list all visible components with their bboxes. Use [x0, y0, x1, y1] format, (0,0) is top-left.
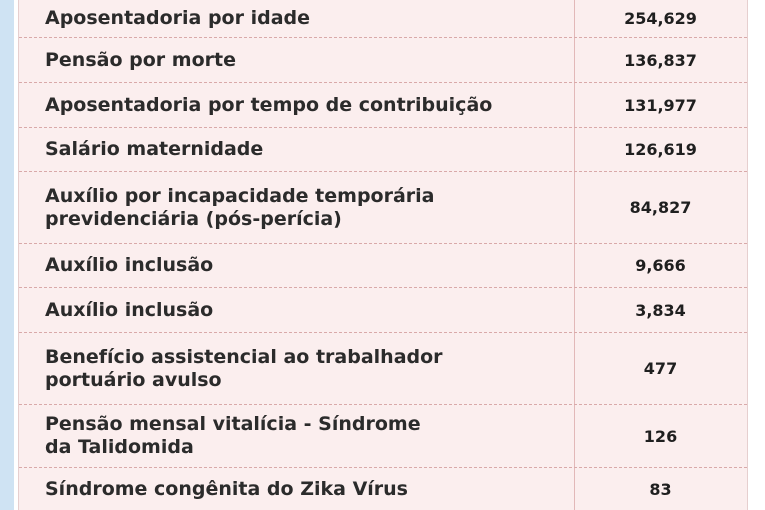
table-row [19, 333, 747, 405]
left-border-strip [0, 0, 14, 510]
benefit-value: 131,977 [624, 95, 697, 115]
table-row [19, 288, 747, 333]
table-row [19, 0, 747, 38]
benefit-label: Benefício assistencial ao trabalhador portuário avulso [45, 345, 443, 391]
benefit-label: Salário maternidade [45, 138, 264, 160]
benefit-value: 83 [649, 479, 672, 499]
table-row [19, 83, 747, 128]
benefit-value: 126 [643, 426, 678, 446]
benefit-value: 136,837 [624, 50, 697, 70]
table-row [19, 244, 747, 288]
table-row [19, 468, 747, 510]
benefit-label: Auxílio inclusão [45, 298, 214, 321]
benefit-label: Aposentadoria por tempo de contribuição [45, 93, 493, 116]
benefit-label: Aposentadoria por idade [45, 7, 311, 29]
benefit-value: 84,827 [629, 198, 692, 217]
benefit-label: Pensão mensal vitalícia - Síndrome da Talidomida [45, 413, 421, 458]
table-row [19, 172, 747, 244]
benefit-label: Auxílio por incapacidade temporária previdenciária (pós-perícia) [45, 184, 435, 230]
benefits-table [18, 0, 748, 510]
benefit-value: 9,666 [635, 256, 686, 275]
benefit-value: 477 [643, 359, 678, 378]
benefit-label: Auxílio inclusão [45, 254, 214, 276]
table-row [19, 128, 747, 172]
benefit-value: 254,629 [624, 9, 697, 28]
benefit-label: Síndrome congênita do Zika Vírus [45, 477, 408, 500]
table-row [19, 405, 747, 468]
benefit-label: Pensão por morte [45, 48, 236, 71]
table-row [19, 38, 747, 83]
benefit-value: 126,619 [624, 140, 697, 159]
benefit-value: 3,834 [635, 300, 686, 320]
